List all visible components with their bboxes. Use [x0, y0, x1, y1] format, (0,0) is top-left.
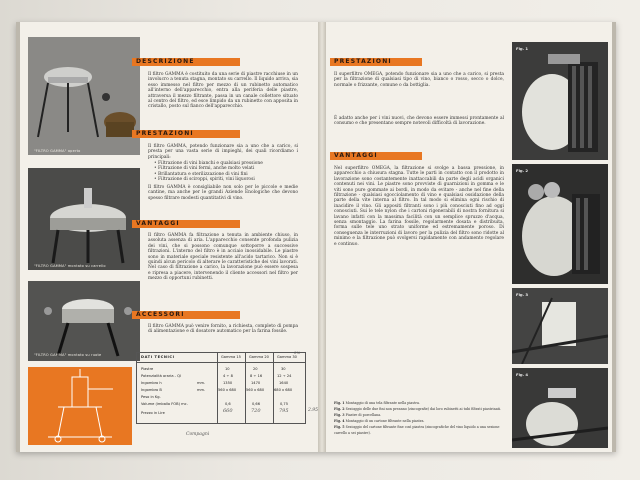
figure-4-photo: [512, 368, 608, 448]
figure-captions: [334, 400, 506, 436]
list-item: • Filtrazione di vini bianchi e qualsiasi pressione: [154, 161, 300, 166]
figure-2-photo: [512, 164, 608, 284]
figure-caption-label: Fig. 5: [334, 425, 345, 429]
accessori-text: Il filtro GAMMA può venire fornito, a richiesta, completo di pompa di alimentazione e di dosatore automatico per la farina fossile.: [148, 324, 298, 335]
filter-photo-cart: [28, 168, 140, 270]
table-cell: 0,6: [225, 402, 231, 406]
list-item: • Filtrazione di vini fermi, anche molto velati: [154, 166, 300, 171]
figure-3-illustration: [512, 288, 608, 364]
table-cell: 560 x 680: [218, 388, 237, 392]
figure-2-illustration: [512, 164, 608, 284]
table-cell: 12 ÷ 24: [277, 374, 292, 378]
prestazioni-text: Il filtro GAMMA, potendo funzionare sia a uno che a carico, si presta per una vasta serie di impieghi, dei quali ricordiamo i principali:: [148, 144, 298, 160]
table-title: DATI TECNICI: [141, 355, 175, 359]
figure-4-illustration: [512, 368, 608, 448]
filter-wheels-illustration: [28, 281, 140, 361]
right-page: [326, 22, 612, 452]
vantaggi-text: Il filtro GAMMA fa filtrazione a tenuta in ambiente chiuso, in assoluta assenza di aria. L'apparecchio consente profonda pulizia dei vini, che si possono comunque sottoporre a successive filtrazioni. L'interno del filtro è in acciaio inossidabile. Le piastre sono in materiale speciale resistente all'acido tartarico. Non si è quindi alcun pericolo di alterare le caratteristiche dei vini lavorati. Nel caso di filtrazione a carico, la lavorazione può essere sospesa e ripresa a piacere, intervenendo il cliente accessori nel filtro per mezzo di opportuni rubinetti.: [148, 233, 298, 282]
table-cell: 4 ÷ 8: [223, 374, 233, 378]
figure-1-photo: [512, 42, 608, 160]
table-cell: 560 x 680: [246, 388, 265, 392]
photo-caption: "FILTRO GAMMA" aperto: [34, 149, 81, 153]
table-cell: 0,66: [252, 402, 261, 406]
filter-photo-open: [28, 37, 140, 155]
figure-caption-label: Fig. 1: [334, 401, 345, 405]
list-item: • Filtrazione di sciroppi, spiriti, vini liquorosi: [154, 177, 300, 182]
row-label: Piastre: [141, 367, 154, 371]
table-cell: 1640: [279, 381, 289, 385]
column-header: Gamma 30: [277, 355, 297, 359]
table-cell: 8 ÷ 16: [250, 374, 263, 378]
heading-prestazioni-omega: PRESTAZIONI: [330, 58, 422, 66]
row-label: Ingombro h: [141, 381, 162, 385]
list-item: • Brillantatura e sterilizzazione di vini fini: [154, 172, 300, 177]
figure-caption-label: Fig. 2: [334, 407, 345, 411]
page-spine: [318, 22, 326, 452]
table-cell: 720: [251, 408, 261, 414]
heading-vantaggi: VANTAGGI: [132, 220, 240, 228]
row-label: Volume (imballo FOB) mc.: [141, 402, 188, 406]
figure-label: Fig. 2: [516, 168, 529, 173]
heading-descrizione: DESCRIZIONE: [132, 58, 240, 66]
figure-caption-text: Sezioggio delle due fini non preanno (zincografie) dai loro rubinetti ai tubi filtrati piastrinati.: [345, 407, 502, 411]
figure-caption-label: Fig. 3: [334, 413, 345, 417]
descrizione-text: Il filtro GAMMA è costituito da una serie di piastre racchiuse in un involucro a tenuta stagna, montato su carrello. Il liquido arriva, sia esso immesso nel filtro per mezzo di un rubinetto automatico all'interno dell'apparecchio, entra alla periferia delle piastre, attraversa il mezzo filtrante, passa in un canale collettore situato al centro del filtro, ed esce limpido da un rubinetto con apposita in cristallo, posto sul fianco dell'apparecchio.: [148, 72, 298, 110]
table-cell: 20: [253, 367, 258, 371]
prestazioni-text-2: Il filtro GAMMA è consigliabile non solo per le piccole e medie cantine, ma anche per le grandi Aziende Enologiche che devono spesso filtrare modesti quantitativi di vino.: [148, 185, 298, 201]
row-unit: mm.: [197, 388, 206, 392]
column-header: Gamma 20: [249, 355, 269, 359]
handwritten-signature: Compagni: [186, 432, 210, 437]
figure-caption-text: Montaggio di un cartone filtrante nella piastra.: [345, 419, 425, 423]
table-header: [137, 353, 305, 363]
row-label: Ingombro B: [141, 388, 162, 392]
figure-3-photo: [512, 288, 608, 364]
table-cell: 795: [279, 408, 289, 414]
photo-caption: "FILTRO GAMMA" montato su ruote: [34, 353, 102, 357]
heading-vantaggi-omega: VANTAGGI: [330, 152, 422, 160]
filter-cart-illustration: [28, 168, 140, 270]
column-header: Gamma 15: [221, 355, 241, 359]
table-cell: 680 x 680: [274, 388, 293, 392]
table-cell: 30: [281, 367, 286, 371]
figure-label: Fig. 4: [516, 372, 529, 377]
figure-caption-text: Montaggio di una tela filtrante nella piastra.: [345, 401, 420, 405]
table-cell: 0,75: [280, 402, 289, 406]
row-unit: mm.: [197, 381, 206, 385]
technical-data-table: [136, 352, 306, 424]
heading-accessori: ACCESSORI: [132, 311, 240, 319]
omega-prestazioni-text: Il superfiltro OMEGA, potendo funzionare sia a uno che a carico, si presta per la filtrazione di qualsiasi tipo di vino, bianco o rosso, secco o dolce, normale o frizzante, comune o da bottiglia.: [334, 72, 504, 88]
heading-prestazioni: PRESTAZIONI: [132, 130, 240, 138]
table-cell: 1470: [251, 381, 261, 385]
table-cell: 10: [225, 367, 230, 371]
left-page: [20, 22, 320, 452]
handwritten-note: 5%: [294, 350, 301, 355]
figure-caption: [334, 424, 506, 436]
figure-caption-label: Fig. 4: [334, 419, 345, 423]
row-label: Potenzialità oraria - Ql: [141, 374, 181, 378]
table-cell: 660: [223, 408, 233, 414]
filter-open-illustration: [28, 37, 140, 155]
cart-diagram-illustration: [28, 367, 132, 445]
omega-vantaggi-text: Nel superfiltro OMEGA, la filtrazione si svolge a bassa pressione, in apparecchio a chiusura stagna. Tutte le parti in contatto con il prodotto in lavorazione sono costantemente inattaccabili da parte degli acidi organici contenuti nei vini. Le piastre sono provviste di guarnizioni in gomma e le viti sono pure gommate ai bordi, in modo da evitare - anche nel fine della filtrazione - qualsiasi sgocciolamento di vino e qualsiasi ossidazione della parte della vite interna al filtro. In tal modo si elimina ogni rischio di inacidire il vino. Gli appositi filtranti sono i più conosciuti fino ad oggi conosciuti. Sui le tele nylon che i cartoni rigenerabili di nostra fornitura si lavano infatti con la massima facilità con un semplice spruzzo d'acqua, senza smontaggio. La farina fossile, regolarmente dosata e distribuita, forma sulle tele uno strato uniforme ed estremamente poroso. Di conseguenza le interruzioni di lavoro per la pulizia del filtro sono ridotte al minimo e la filtrazione può svolgersi rapidamente con andamento regolare e continuo.: [334, 166, 504, 247]
handwritten-note: 2.95: [308, 408, 319, 413]
figure-caption-text: Piastre di porcellana.: [345, 413, 382, 417]
omega-extra-text: È adatto anche per i vini nuovi, che devono essere immessi prontamente al consumo e che presentano sempre notevoli difficoltà di lavorazione.: [334, 116, 504, 127]
table-cell: 1350: [223, 381, 233, 385]
row-label: Prezzo in Lire: [141, 411, 165, 415]
row-label: Peso in Kg.: [141, 395, 161, 399]
figure-1-illustration: [512, 42, 608, 160]
photo-caption: "FILTRO GAMMA" montato su carrello: [34, 264, 106, 268]
filter-cart-diagram: [28, 367, 132, 445]
prestazioni-list: [154, 161, 300, 183]
figure-label: Fig. 1: [516, 46, 529, 51]
filter-photo-wheels: [28, 281, 140, 361]
figure-caption-text: Sezioggio del cartone filtrante fine così piastra (zincografiche del vino liquido a una sezione carrello a sei piastre).: [334, 425, 500, 435]
figure-label: Fig. 3: [516, 292, 529, 297]
